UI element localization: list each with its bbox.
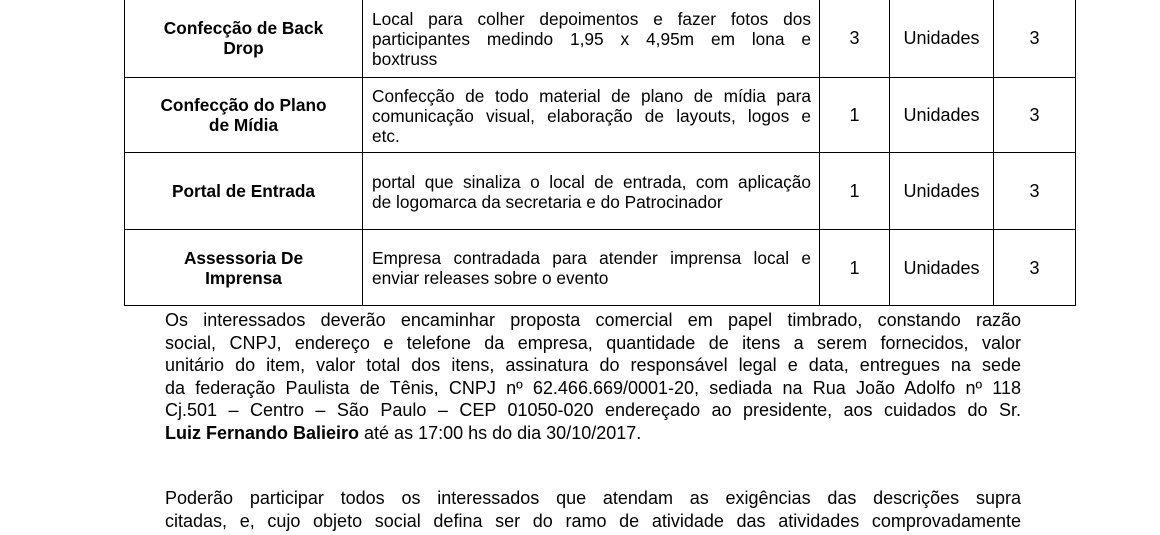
table-row (125, 0, 1076, 78)
item-description (363, 153, 820, 230)
item-description (363, 0, 820, 78)
item-description (363, 230, 820, 306)
paragraph-line: Os interessados deverão encaminhar proposta comercial em papel timbrado, constando razão (165, 310, 1021, 330)
item-description-line: enviar releases sobre o evento (372, 268, 609, 288)
deadline-text: até as 17:00 hs do dia 30/10/2017. (359, 422, 642, 443)
item-quotes: 3 (994, 153, 1076, 230)
paragraph-line: Cj.501 – Centro – São Paulo – CEP 01050-020 endereçado ao presidente, aos cuidados do Sr. (165, 400, 1021, 421)
contact-name: Luiz Fernando Balieiro (165, 422, 360, 443)
item-name-line: Portal de Entrada (171, 181, 316, 201)
item-name-line: Confecção do Plano (160, 95, 327, 115)
item-quotes: 3 (994, 0, 1076, 78)
item-unit: Unidades (890, 230, 994, 306)
item-description-line: portal que sinaliza o local de entrada, com aplicação (372, 171, 811, 192)
item-name-line: Drop (223, 38, 264, 58)
item-quantity: 1 (820, 230, 890, 306)
item-description-line: participantes medindo 1,95 x 4,95m em lona e (372, 28, 811, 49)
table-row (125, 78, 1076, 153)
item-description-line: Confecção de todo material de plano de mídia para (372, 85, 811, 106)
table-row (125, 230, 1076, 306)
item-quantity: 1 (820, 78, 890, 153)
item-quotes: 3 (994, 230, 1076, 306)
item-quantity: 1 (820, 153, 890, 230)
item-description (363, 78, 820, 153)
item-name-line: Confecção de Back (163, 18, 324, 38)
item-name-line: Imprensa (205, 267, 282, 288)
items-table (124, 0, 1076, 306)
item-description-line: Local para colher depoimentos e fazer fotos dos (372, 8, 811, 29)
item-description-line: boxtruss (372, 48, 438, 69)
item-description-line: comunicação visual, elaboração de layouts, logos e (372, 105, 811, 126)
item-name (125, 153, 363, 230)
item-unit: Unidades (890, 78, 994, 153)
item-description-line: Empresa contradada para atender imprensa local e (372, 248, 811, 268)
paragraph-line: da federação Paulista de Tênis, CNPJ nº 62.466.669/0001-20, sediada na Rua João Adolfo nº 118 (165, 377, 1021, 398)
item-name (125, 78, 363, 153)
item-name-line: de Mídia (208, 115, 279, 135)
item-quotes: 3 (994, 78, 1076, 153)
item-name (125, 230, 363, 306)
item-unit: Unidades (890, 0, 994, 78)
paragraph-line: citadas, e, cujo objeto social defina ser do ramo de atividade das atividades comprovadamente (165, 510, 1021, 531)
item-description-line: de logomarca da secretaria e do Patrocinador (372, 191, 723, 212)
paragraph-instructions (165, 309, 1021, 445)
item-quantity: 3 (820, 0, 890, 78)
item-name-line: Assessoria De (183, 247, 304, 268)
paragraph-line: unitário do item, valor total dos itens, assinatura do responsável legal e data, entregues na sede (165, 355, 1021, 376)
paragraph-line: Poderão participar todos os interessados que atendam as exigências das descrições supra (165, 488, 1021, 508)
item-name (125, 0, 363, 78)
paragraph-line-last (165, 422, 1021, 445)
item-unit: Unidades (890, 153, 994, 230)
table-row (125, 153, 1076, 230)
paragraph-line: social, CNPJ, endereço e telefone da empresa, quantidade de itens a serem fornecidos, valor (165, 332, 1021, 353)
item-description-line: etc. (372, 125, 400, 146)
paragraph-participation (165, 487, 1021, 532)
